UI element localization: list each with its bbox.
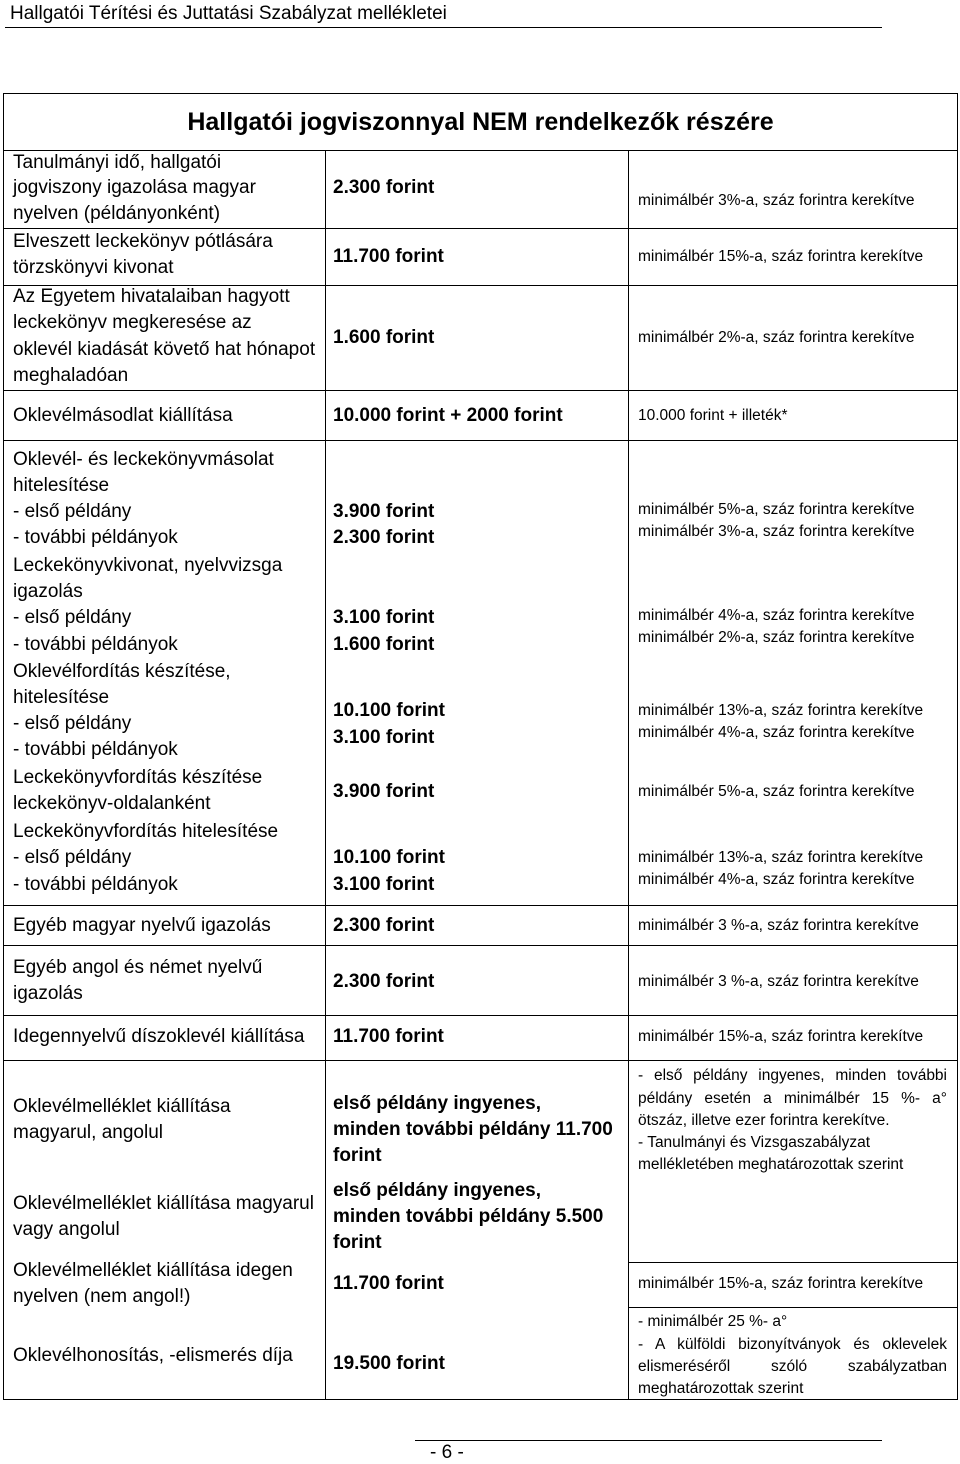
fee-amount: 3.900 forint xyxy=(333,501,435,522)
fee-basis: - A külföldi bizonyítványok és oklevelek xyxy=(638,1336,947,1353)
fee-basis: minimálbér 2%-a, száz forintra kerekítve xyxy=(638,329,915,346)
row-divider xyxy=(3,905,958,906)
fee-amount: 1.600 forint xyxy=(333,634,435,655)
item-text: hitelesítése xyxy=(13,475,110,496)
header-rule xyxy=(5,27,882,28)
row-divider xyxy=(3,228,958,229)
item-text: leckekönyv-oldalanként xyxy=(13,793,211,814)
item-text: - első példány xyxy=(13,847,132,868)
row-divider xyxy=(3,390,958,391)
fee-amount: 10.100 forint xyxy=(333,847,445,868)
fee-basis: minimálbér 4%-a, száz forintra kerekítve xyxy=(638,724,915,741)
item-text: Leckekönyvfordítás hitelesítése xyxy=(13,821,279,842)
fee-amount: forint xyxy=(333,1232,382,1253)
item-text: - további példányok xyxy=(13,527,178,548)
fee-basis: - Tanulmányi és Vizsgaszabályzat xyxy=(638,1134,871,1151)
fee-amount: első példány ingyenes, xyxy=(333,1093,542,1114)
fee-amount: 3.100 forint xyxy=(333,607,435,628)
item-text: nyelven (példányonként) xyxy=(13,203,221,224)
fee-amount: 19.500 forint xyxy=(333,1353,445,1374)
item-text: igazolás xyxy=(13,983,83,1004)
row-divider xyxy=(3,1015,958,1016)
item-text: Oklevélmelléklet kiállítása magyarul xyxy=(13,1193,314,1214)
fee-amount: minden további példány 11.700 xyxy=(333,1119,613,1140)
fee-basis: minimálbér 4%-a, száz forintra kerekítve xyxy=(638,607,915,624)
fee-basis: ötszáz, illetve ezer forintra kerekítve. xyxy=(638,1112,890,1129)
fee-amount: minden további példány 5.500 xyxy=(333,1206,604,1227)
page-number: - 6 - xyxy=(430,1442,464,1463)
item-text: - első példány xyxy=(13,713,132,734)
fee-basis: mellékletében meghatározottak szerint xyxy=(638,1156,904,1173)
table-heading: Hallgatói jogviszonnyal NEM rendelkezők részére xyxy=(187,108,774,136)
footer-rule xyxy=(415,1440,882,1441)
item-text: Oklevélfordítás készítése, xyxy=(13,661,231,682)
fee-amount: 10.000 forint + 2000 forint xyxy=(333,405,563,426)
fee-amount: 1.600 forint xyxy=(333,327,435,348)
column-divider xyxy=(325,150,326,1400)
item-text: magyarul, angolul xyxy=(13,1122,163,1143)
fee-basis: minimálbér 3 %-a, száz forintra kerekítve xyxy=(638,917,919,934)
item-text: leckekönyv megkeresése az xyxy=(13,312,252,333)
item-text: - további példányok xyxy=(13,874,178,895)
fee-basis: minimálbér 2%-a, száz forintra kerekítve xyxy=(638,629,915,646)
item-text: nyelven (nem angol!) xyxy=(13,1286,191,1307)
item-text: - további példányok xyxy=(13,739,178,760)
item-text: - első példány xyxy=(13,607,132,628)
column-divider xyxy=(628,150,629,1400)
fee-basis: minimálbér 15%-a, száz forintra kerekítve xyxy=(638,248,924,265)
fee-amount: 2.300 forint xyxy=(333,971,435,992)
item-text: Leckekönyvkivonat, nyelvvizsga xyxy=(13,555,283,576)
item-text: igazolás xyxy=(13,581,83,602)
row-divider xyxy=(3,945,958,946)
fee-basis: minimálbér 15%-a, száz forintra kerekítve xyxy=(638,1028,924,1045)
item-text: Oklevélmásodlat kiállítása xyxy=(13,405,233,426)
row-divider xyxy=(3,1060,958,1061)
fee-basis: minimálbér 13%-a, száz forintra kerekítve xyxy=(638,849,924,866)
item-text: - további példányok xyxy=(13,634,178,655)
item-text: hitelesítése xyxy=(13,687,110,708)
item-text: - első példány xyxy=(13,501,132,522)
fee-amount: 11.700 forint xyxy=(333,246,444,267)
fee-amount: forint xyxy=(333,1145,382,1166)
fee-basis: minimálbér 3%-a, száz forintra kerekítve xyxy=(638,192,915,209)
cell-divider xyxy=(628,1307,958,1308)
item-text: Az Egyetem hivatalaiban hagyott xyxy=(13,286,290,307)
item-text: Oklevélmelléklet kiállítása xyxy=(13,1096,231,1117)
fee-basis: 10.000 forint + illeték* xyxy=(638,407,788,424)
fee-amount: 2.300 forint xyxy=(333,177,435,198)
fee-amount: 11.700 forint xyxy=(333,1026,444,1047)
item-text: Tanulmányi idő, hallgatói xyxy=(13,152,222,173)
fee-basis: minimálbér 5%-a, száz forintra kerekítve xyxy=(638,783,915,800)
item-text: Oklevél- és leckekönyvmásolat xyxy=(13,449,274,470)
fee-amount: 3.100 forint xyxy=(333,874,435,895)
fee-amount: 11.700 forint xyxy=(333,1273,444,1294)
document-header-title: Hallgatói Térítési és Juttatási Szabályzat mellékletei xyxy=(10,3,447,24)
item-text: törzskönyvi kivonat xyxy=(13,257,174,278)
item-text: vagy angolul xyxy=(13,1219,120,1240)
fee-amount: 3.900 forint xyxy=(333,781,435,802)
row-divider xyxy=(3,440,958,441)
item-text: Egyéb angol és német nyelvű xyxy=(13,957,263,978)
fee-basis: meghatározottak szerint xyxy=(638,1380,804,1397)
fee-basis: minimálbér 3 %-a, száz forintra kerekítve xyxy=(638,973,919,990)
fee-basis: - első példány ingyenes, minden további xyxy=(638,1067,947,1084)
row-divider xyxy=(3,150,958,151)
fee-amount: első példány ingyenes, xyxy=(333,1180,542,1201)
fee-basis: minimálbér 3%-a, száz forintra kerekítve xyxy=(638,523,915,540)
fee-amount: 2.300 forint xyxy=(333,527,435,548)
item-text: jogviszony igazolása magyar xyxy=(13,177,256,198)
item-text: Elveszett leckekönyv pótlására xyxy=(13,231,273,252)
fee-basis: minimálbér 4%-a, száz forintra kerekítve xyxy=(638,871,915,888)
item-text: Leckekönyvfordítás készítése xyxy=(13,767,263,788)
fee-amount: 3.100 forint xyxy=(333,727,435,748)
item-text: Oklevélhonosítás, -elismerés díja xyxy=(13,1345,293,1366)
item-text: meghaladóan xyxy=(13,365,129,386)
fee-basis: minimálbér 5%-a, száz forintra kerekítve xyxy=(638,501,915,518)
fee-basis: elismeréséről szóló szabályzatban xyxy=(638,1358,947,1375)
fee-basis: minimálbér 13%-a, száz forintra kerekítve xyxy=(638,702,924,719)
fee-amount: 2.300 forint xyxy=(333,915,435,936)
item-text: Oklevélmelléklet kiállítása idegen xyxy=(13,1260,293,1281)
item-text: oklevél kiadását követő hat hónapot xyxy=(13,339,316,360)
fee-basis: példány esetén a minimálbér 15 %- a° xyxy=(638,1090,947,1107)
cell-divider xyxy=(628,1262,958,1263)
fee-amount: 10.100 forint xyxy=(333,700,445,721)
item-text: Egyéb magyar nyelvű igazolás xyxy=(13,915,271,936)
fee-basis: minimálbér 15%-a, száz forintra kerekítve xyxy=(638,1275,924,1292)
fee-basis: - minimálbér 25 %- a° xyxy=(638,1313,788,1330)
item-text: Idegennyelvű díszoklevél kiállítása xyxy=(13,1026,305,1047)
